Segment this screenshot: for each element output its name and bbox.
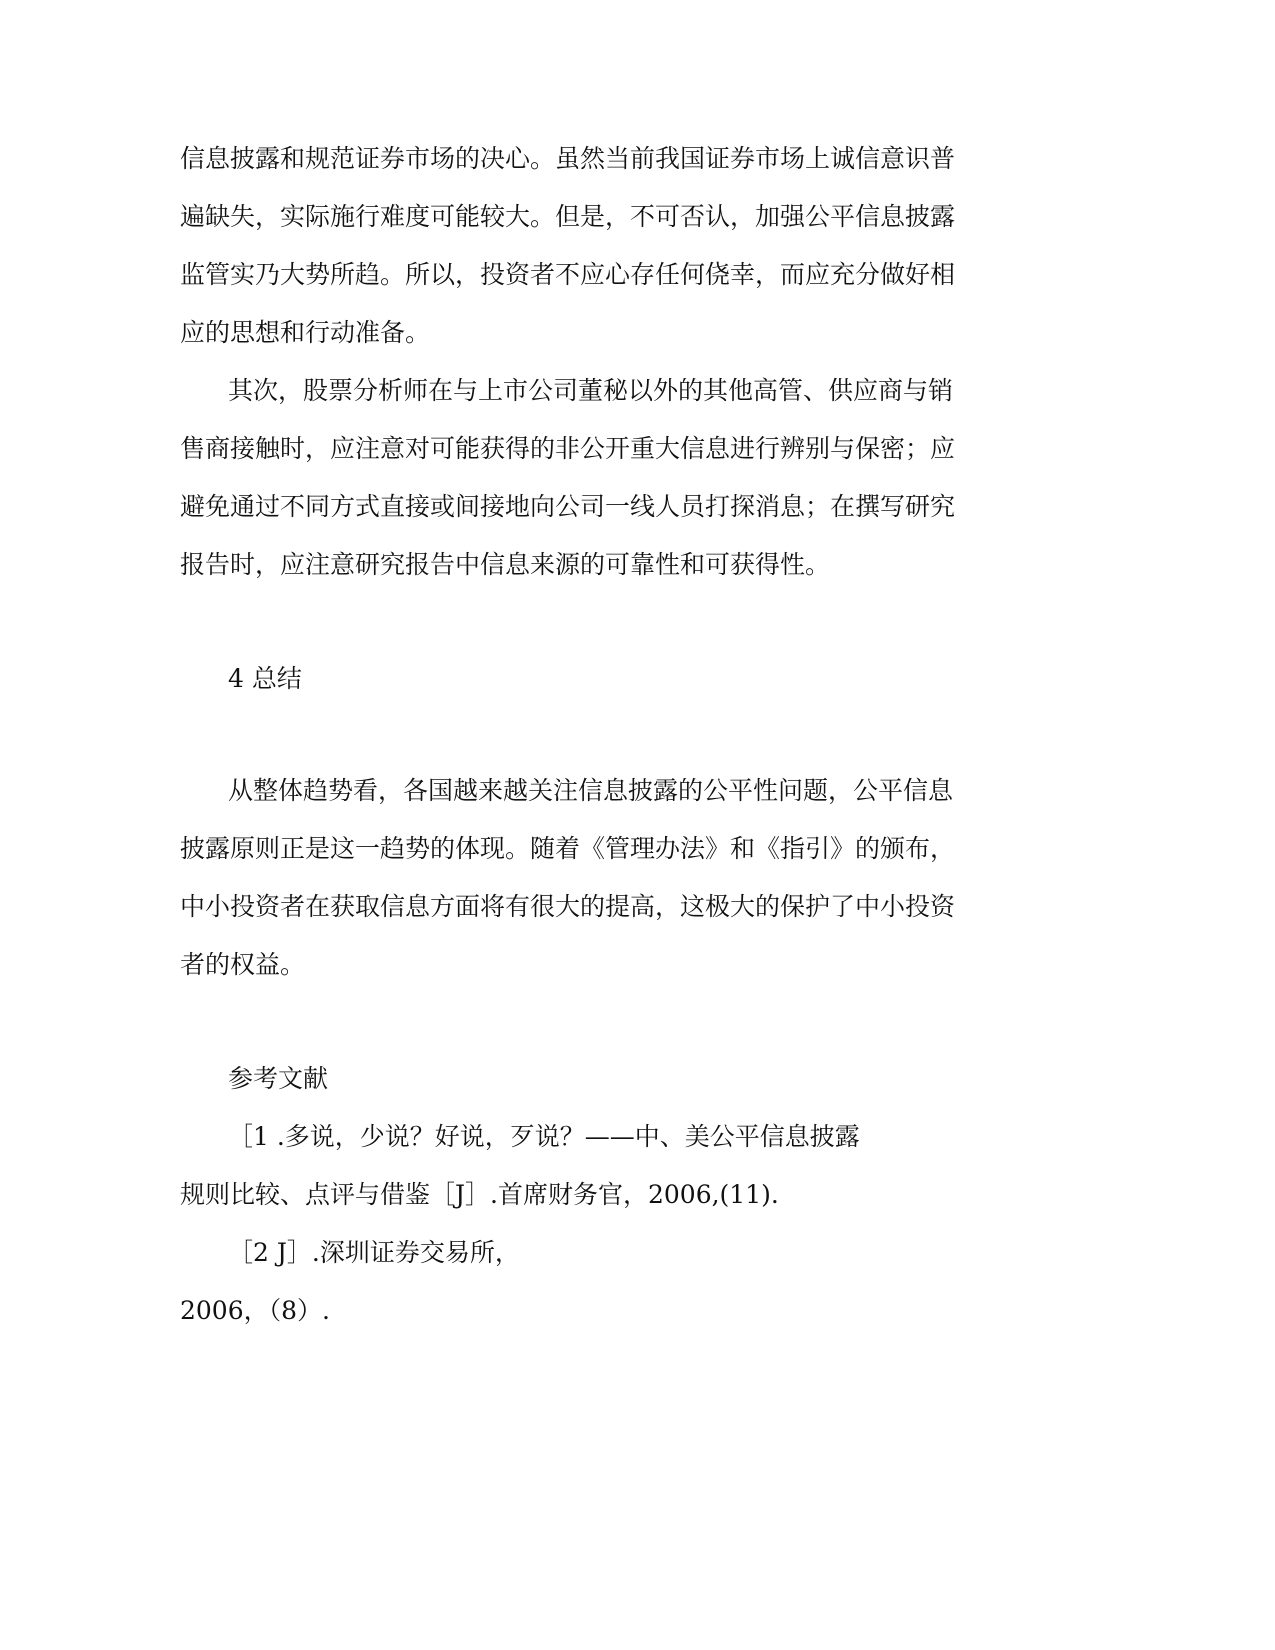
- text-line: 应的思想和行动准备。: [180, 318, 431, 347]
- text-line: 中小投资者在获取信息方面将有很大的提高，这极大的保护了中小投资: [180, 892, 956, 921]
- reference-line: ［1 .多说，少说？好说，歹说？——中、美公平信息披露: [228, 1122, 860, 1151]
- text-line: 售商接触时，应注意对可能获得的非公开重大信息进行辨别与保密；应: [180, 434, 956, 463]
- text-line: 者的权益。: [180, 950, 306, 979]
- text-line: 披露原则正是这一趋势的体现。随着《管理办法》和《指引》的颁布，: [180, 834, 956, 863]
- text-line: 信息披露和规范证券市场的决心。虽然当前我国证券市场上诚信意识普: [180, 144, 956, 173]
- text-line: 监管实乃大势所趋。所以，投资者不应心存任何侥幸，而应充分做好相: [180, 260, 956, 289]
- reference-line: 2006，（8）.: [180, 1296, 330, 1325]
- text-line: 遍缺失，实际施行难度可能较大。但是，不可否认，加强公平信息披露: [180, 202, 956, 231]
- text-line: 报告时，应注意研究报告中信息来源的可靠性和可获得性。: [180, 550, 831, 579]
- reference-line: ［2 J］.深圳证券交易所，: [228, 1238, 520, 1267]
- reference-line: 规则比较、点评与借鉴［J］.首席财务官，2006,(11).: [180, 1180, 779, 1209]
- section-heading: 4 总结: [228, 664, 302, 693]
- references-heading: 参考文献: [228, 1064, 329, 1093]
- text-line: 避免通过不同方式直接或间接地向公司一线人员打探消息；在撰写研究: [180, 492, 956, 521]
- text-line: 从整体趋势看，各国越来越关注信息披露的公平性问题，公平信息: [228, 776, 954, 805]
- text-line: 其次，股票分析师在与上市公司董秘以外的其他高管、供应商与销: [228, 376, 954, 405]
